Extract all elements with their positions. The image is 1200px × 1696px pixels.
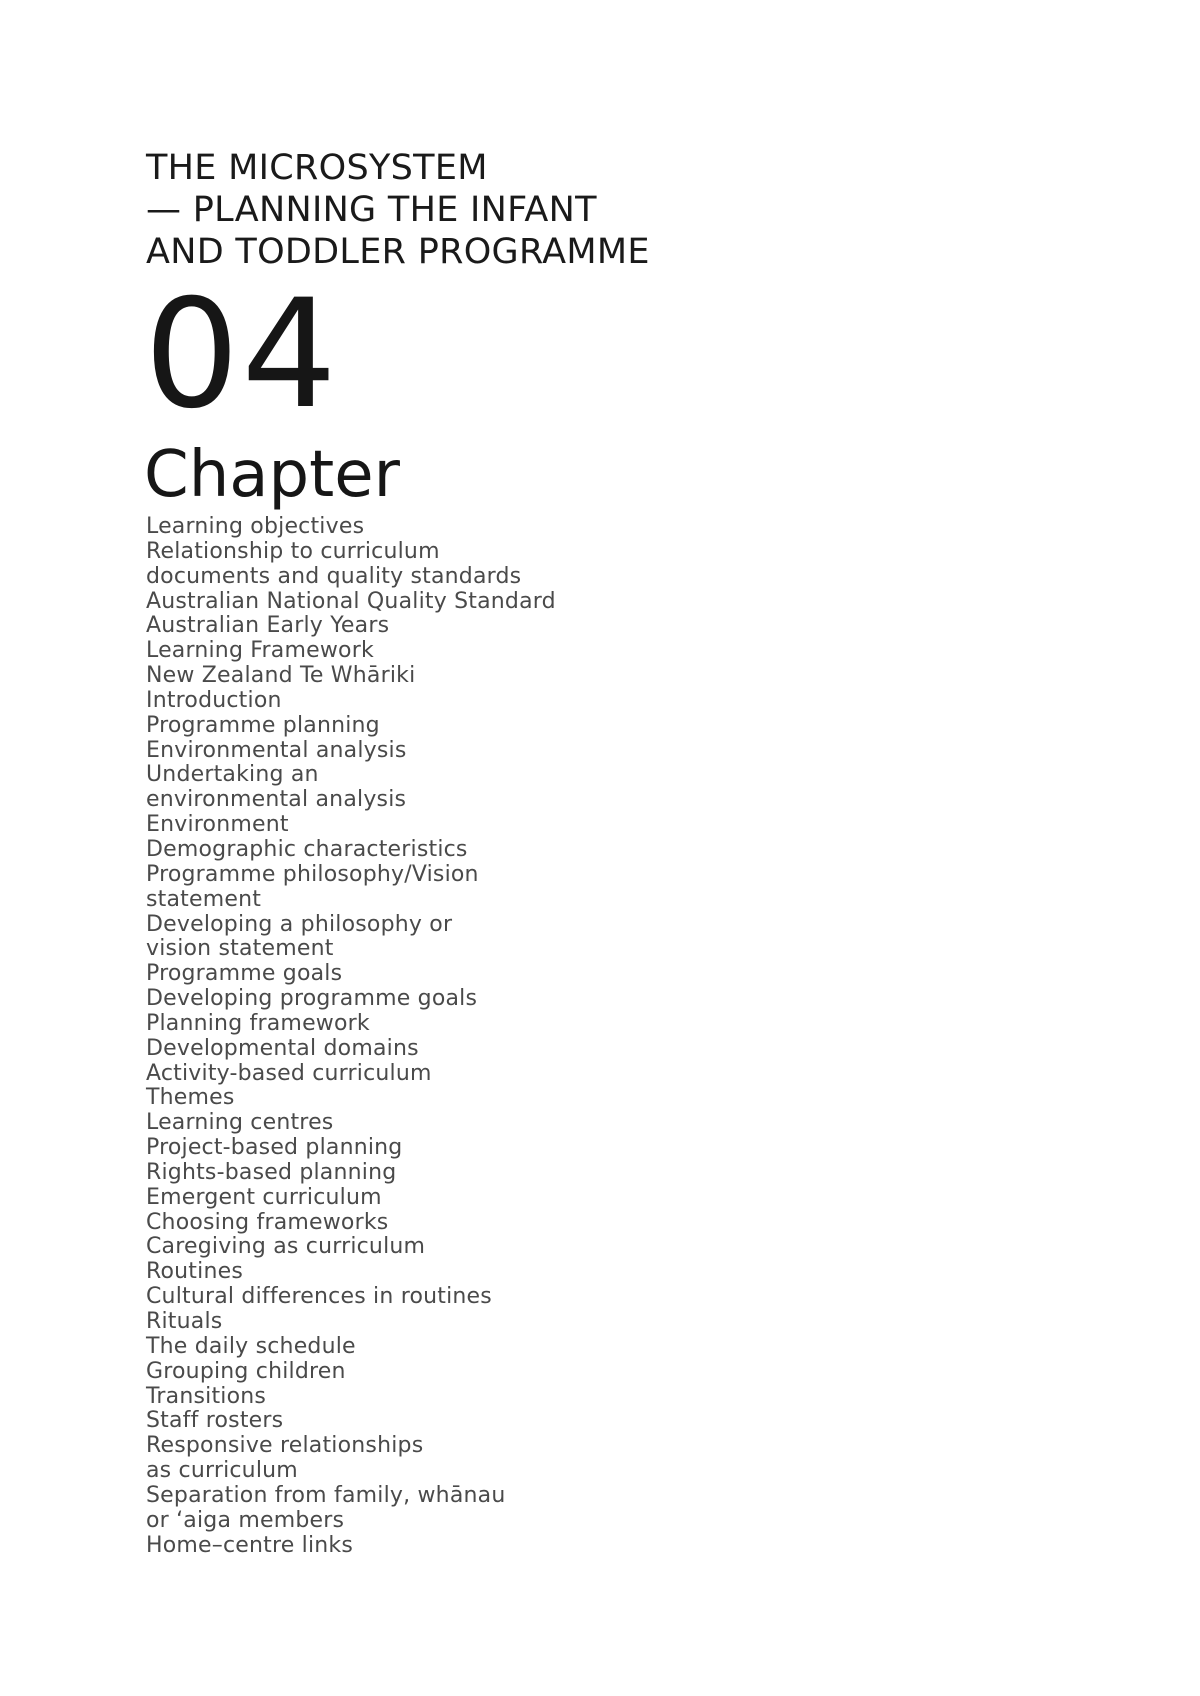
contents-list-item: Developmental domains xyxy=(146,1035,419,1061)
chapter-label: Chapter xyxy=(144,438,400,512)
contents-list-item: Developing programme goals xyxy=(146,986,478,1012)
contents-list-item: Choosing frameworks xyxy=(146,1209,389,1235)
contents-list-item: Programme planning xyxy=(146,712,380,738)
chapter-title-line: — PLANNING THE INFANT xyxy=(146,190,597,230)
contents-list-item: Learning Framework xyxy=(146,638,374,664)
contents-list-item: Planning framework xyxy=(146,1010,370,1036)
contents-list-item: Transitions xyxy=(146,1383,267,1409)
contents-list-item: Themes xyxy=(146,1085,235,1111)
contents-list-item: Activity-based curriculum xyxy=(146,1060,432,1086)
contents-list-item: as curriculum xyxy=(146,1458,298,1484)
contents-list-item: Rituals xyxy=(146,1309,223,1334)
contents-list-item: Responsive relationships xyxy=(146,1433,424,1459)
contents-list-item: Relationship to curriculum xyxy=(146,538,440,564)
contents-list-item: Separation from family, whānau xyxy=(146,1482,506,1508)
chapter-number: 04 xyxy=(144,268,339,442)
contents-list-item: Demographic characteristics xyxy=(146,836,468,862)
contents-list-item: Australian Early Years xyxy=(146,613,390,639)
contents-list-item: New Zealand Te Whāriki xyxy=(146,663,416,689)
contents-list-item: Rights-based planning xyxy=(146,1159,397,1185)
chapter-title-line: AND TODDLER PROGRAMME xyxy=(146,232,650,272)
contents-list-item: Caregiving as curriculum xyxy=(146,1234,426,1260)
contents-list-item: Developing a philosophy or xyxy=(146,911,453,937)
contents-list-item: Programme philosophy/Vision xyxy=(146,861,479,887)
chapter-title xyxy=(146,147,846,273)
contents-list-item: Introduction xyxy=(146,687,282,713)
contents-list-item: Undertaking an xyxy=(146,762,319,788)
contents-list-item: environmental analysis xyxy=(146,787,407,813)
contents-list-item: documents and quality standards xyxy=(146,563,522,589)
chapter-contents-list xyxy=(146,515,746,1558)
contents-list-item: Home–centre links xyxy=(146,1532,354,1558)
contents-list-item: Environment xyxy=(146,812,289,838)
contents-list-item: Australian National Quality Standard xyxy=(146,588,556,614)
contents-list-item: Programme goals xyxy=(146,961,343,987)
contents-list-item: statement xyxy=(146,886,262,912)
contents-list-item: Routines xyxy=(146,1259,243,1285)
chapter-title-line: THE MICROSYSTEM xyxy=(146,148,488,188)
contents-list-item: The daily schedule xyxy=(146,1333,356,1359)
contents-list-item: Learning objectives xyxy=(146,514,365,539)
contents-list-item: vision statement xyxy=(146,936,334,962)
contents-list-item: Environmental analysis xyxy=(146,737,407,763)
contents-list-item: or ‘aiga members xyxy=(146,1507,345,1533)
contents-list-item: Grouping children xyxy=(146,1358,346,1384)
contents-list-item: Learning centres xyxy=(146,1110,334,1136)
contents-list-item: Emergent curriculum xyxy=(146,1184,382,1210)
contents-list-item: Project-based planning xyxy=(146,1135,403,1161)
contents-list-item: Cultural differences in routines xyxy=(146,1284,492,1310)
contents-list-item: Staff rosters xyxy=(146,1408,284,1434)
